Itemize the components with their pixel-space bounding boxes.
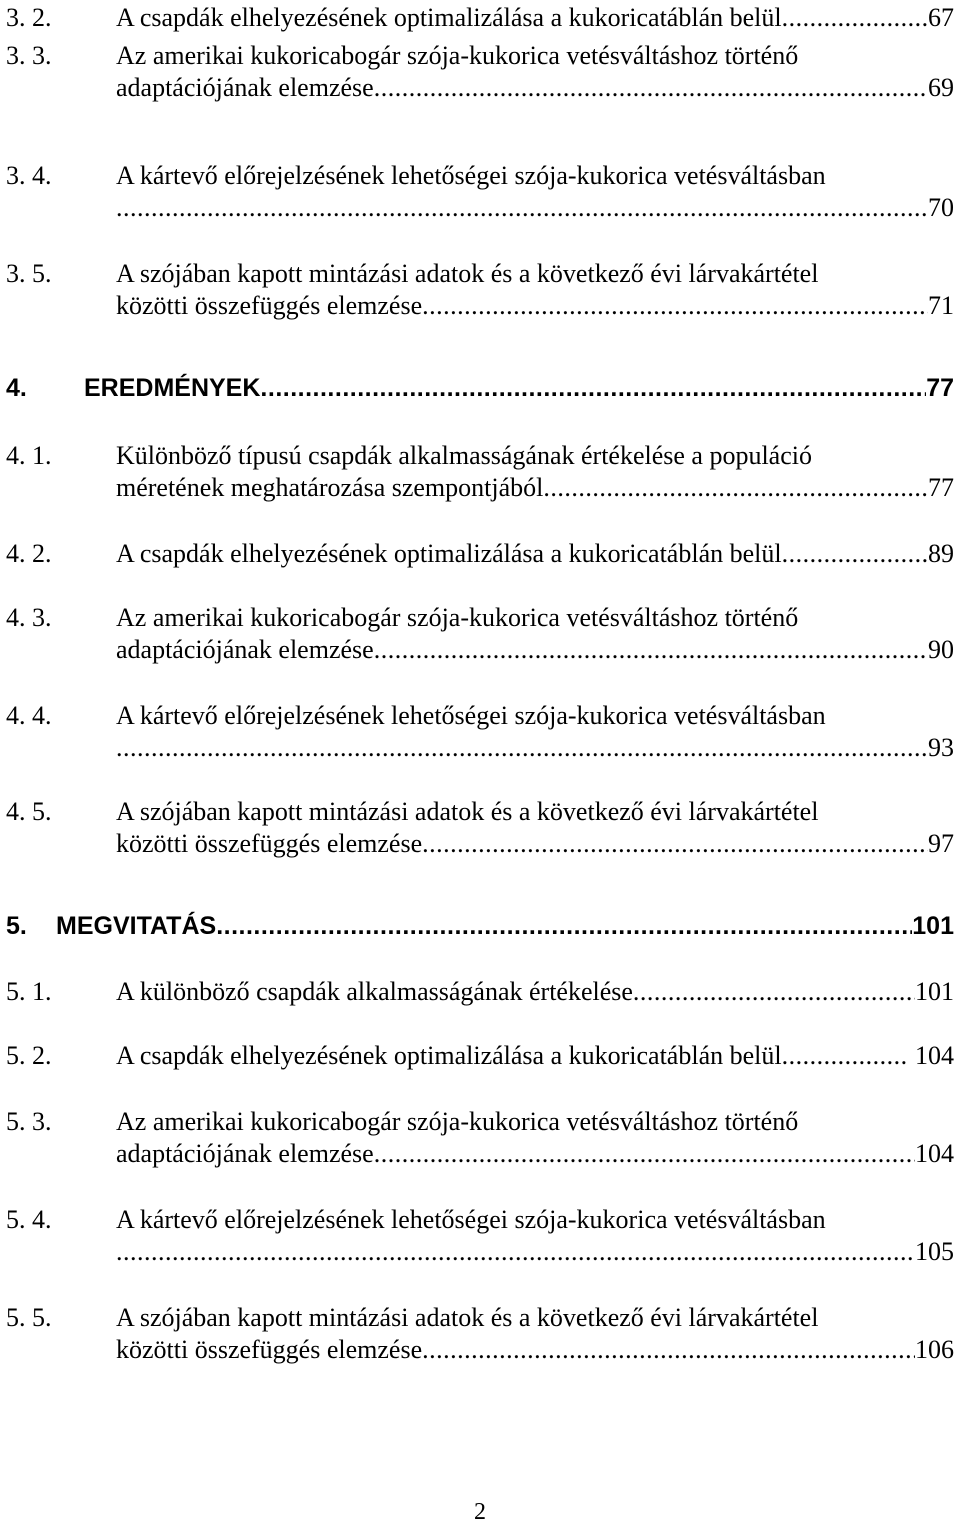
toc-entry-title: A csapdák elhelyezésének optimalizálása a kukoricatáblán belül: [116, 1041, 782, 1070]
toc-entry-title: Az amerikai kukoricabogár szója-kukorica vetésváltáshoz történő: [116, 1107, 799, 1136]
toc-entry-number: 4. 1.: [6, 441, 52, 470]
toc-entry-title-cont: adaptációjának elemzése: [116, 1139, 374, 1168]
toc-entry-number: 5. 5.: [6, 1303, 52, 1332]
toc-entry-number: 3. 3.: [6, 41, 52, 70]
dot-leader: [422, 1334, 915, 1366]
toc-entry-title: A szójában kapott mintázási adatok és a következő évi lárvakártétel: [116, 797, 819, 826]
dot-leader: [633, 976, 915, 1008]
toc-entry-title-line: [116, 1138, 954, 1170]
toc-entry-title: A különböző csapdák alkalmasságának értékelése: [116, 977, 633, 1006]
dot-leader: [543, 472, 928, 504]
toc-entry-number: 5. 4.: [6, 1205, 52, 1234]
toc-entry-number: 3. 4.: [6, 161, 52, 190]
toc-entry-page: 89: [928, 539, 954, 568]
toc-entry-title-cont: közötti összefüggés elemzése: [116, 1335, 423, 1364]
dot-leader: [374, 1138, 915, 1170]
toc-entry-title: A csapdák elhelyezésének optimalizálása a kukoricatáblán belül: [116, 539, 782, 568]
dot-leader: [116, 732, 928, 764]
toc-entry-title-line: [116, 1236, 954, 1268]
toc-entry-number: 4. 5.: [6, 797, 52, 826]
toc-entry-title-line: [116, 634, 954, 666]
toc-chapter-title: EREDMÉNYEK: [84, 374, 261, 402]
toc-chapter-number: 4.: [6, 374, 27, 402]
toc-entry-title-line: [116, 472, 954, 504]
toc-entry-page: 69: [928, 73, 954, 102]
toc-entry-title-line: [116, 976, 954, 1008]
toc-entry-title-line: [116, 1040, 954, 1072]
toc-entry-number: 4. 4.: [6, 701, 52, 730]
dot-leader: [782, 538, 928, 570]
toc-entry-title-line: [116, 72, 954, 104]
toc-chapter-page: 77: [926, 374, 954, 402]
dot-leader: [374, 634, 928, 666]
toc-entry-title-cont: méretének meghatározása szempontjából: [116, 473, 544, 502]
dot-leader: [782, 2, 928, 34]
toc-entry-title-line: [116, 2, 954, 34]
toc-entry-title: A kártevő előrejelzésének lehetőségei szója-kukorica vetésváltásban: [116, 701, 826, 730]
toc-entry-title: A szójában kapott mintázási adatok és a következő évi lárvakártétel: [116, 259, 819, 288]
toc-entry-page: 97: [928, 829, 954, 858]
toc-entry-title: Az amerikai kukoricabogár szója-kukorica vetésváltáshoz történő: [116, 603, 799, 632]
toc-entry-number: 5. 1.: [6, 977, 52, 1006]
toc-entry-title-cont: adaptációjának elemzése: [116, 635, 374, 664]
dot-leader: [216, 910, 912, 942]
toc-entry-title-cont: közötti összefüggés elemzése: [116, 829, 423, 858]
toc-entry-title: A kártevő előrejelzésének lehetőségei szója-kukorica vetésváltásban: [116, 1205, 826, 1234]
toc-entry-page: 104: [915, 1139, 954, 1168]
toc-chapter-title: MEGVITATÁS: [56, 912, 217, 940]
toc-entry-page: 90: [928, 635, 954, 664]
toc-entry-title-line: [116, 732, 954, 764]
toc-entry-page: 70: [928, 193, 954, 222]
dot-leader: [260, 372, 926, 404]
toc-entry-title-line: [116, 828, 954, 860]
toc-chapter-title-line: [56, 910, 954, 942]
toc-chapter-page: 101: [912, 912, 954, 940]
dot-leader: [116, 1236, 915, 1268]
dot-leader: [782, 1040, 909, 1072]
toc-entry-title-cont: közötti összefüggés elemzése: [116, 291, 423, 320]
toc-entry-number: 3. 2.: [6, 3, 52, 32]
toc-entry-page: 71: [928, 291, 954, 320]
toc-chapter-title-line: [84, 372, 954, 404]
toc-entry-number: 4. 2.: [6, 539, 52, 568]
dot-leader: [116, 192, 928, 224]
toc-entry-page: 93: [928, 733, 954, 762]
toc-entry-title-line: [116, 290, 954, 322]
dot-leader: [422, 828, 928, 860]
toc-entry-title-line: [116, 192, 954, 224]
toc-entry-title-line: [116, 1334, 954, 1366]
toc-entry-page: 106: [915, 1335, 954, 1364]
toc-entry-title: Az amerikai kukoricabogár szója-kukorica vetésváltáshoz történő: [116, 41, 799, 70]
dot-leader: [422, 290, 928, 322]
toc-entry-page: 101: [915, 977, 954, 1006]
toc-entry-number: 3. 5.: [6, 259, 52, 288]
toc-entry-title: A kártevő előrejelzésének lehetőségei szója-kukorica vetésváltásban: [116, 161, 826, 190]
toc-entry-title-line: [116, 538, 954, 570]
toc-chapter-number: 5.: [6, 912, 27, 940]
toc-entry-page: 105: [915, 1237, 954, 1266]
toc-entry-number: 4. 3.: [6, 603, 52, 632]
toc-entry-number: 5. 3.: [6, 1107, 52, 1136]
toc-entry-page: 77: [928, 473, 954, 502]
toc-entry-page: 67: [928, 3, 954, 32]
toc-entry-page: 104: [915, 1041, 954, 1070]
toc-entry-title-cont: adaptációjának elemzése: [116, 73, 374, 102]
toc-entry-title: A csapdák elhelyezésének optimalizálása a kukoricatáblán belül: [116, 3, 782, 32]
dot-leader: [374, 72, 928, 104]
page-number: 2: [474, 1499, 486, 1525]
toc-entry-number: 5. 2.: [6, 1041, 52, 1070]
toc-entry-title: A szójában kapott mintázási adatok és a következő évi lárvakártétel: [116, 1303, 819, 1332]
toc-entry-title: Különböző típusú csapdák alkalmasságának értékelése a populáció: [116, 441, 812, 470]
